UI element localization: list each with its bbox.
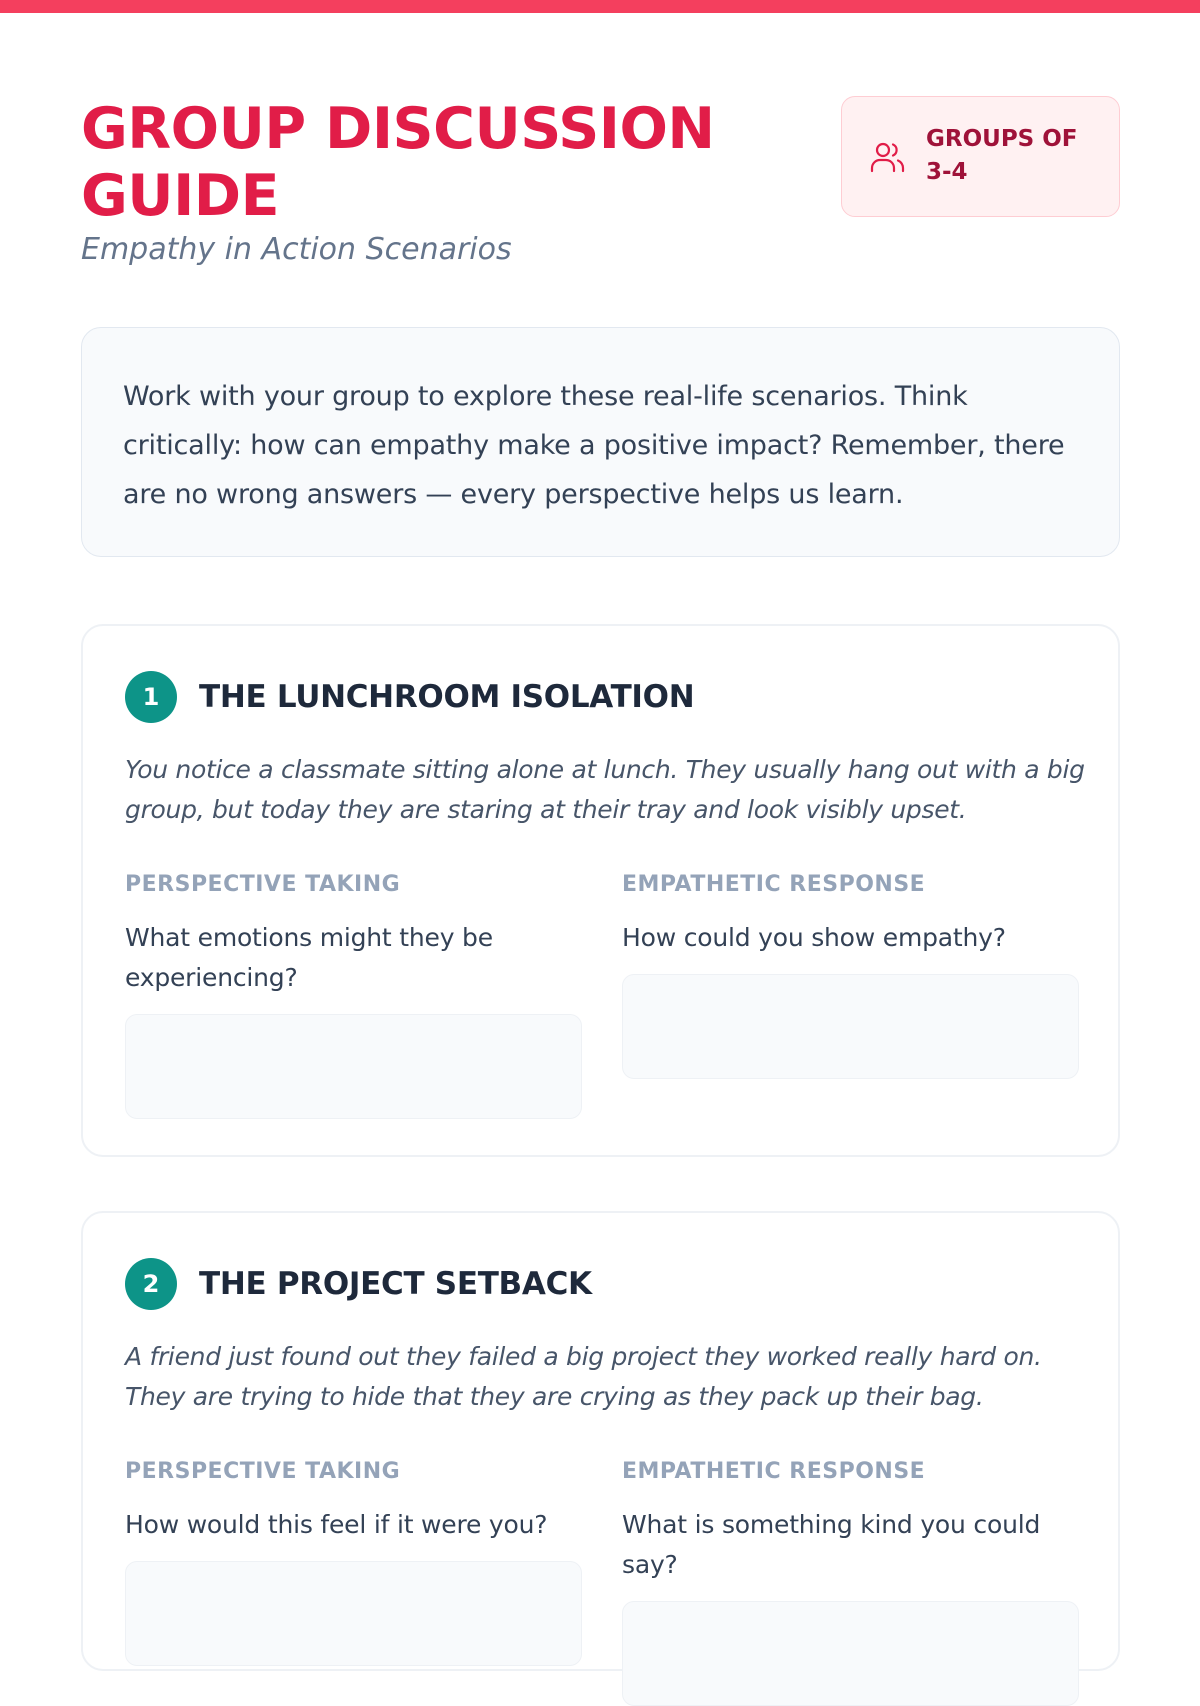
section-question: How would this feel if it were you?: [125, 1510, 548, 1539]
empathetic-response-section: [622, 1457, 1079, 1706]
section-label: PERSPECTIVE TAKING: [125, 1459, 401, 1484]
empathetic-response-section: [622, 870, 1079, 1079]
scenario-title: THE PROJECT SETBACK: [199, 1266, 592, 1302]
scenario-title: THE LUNCHROOM ISOLATION: [199, 679, 695, 715]
answer-box[interactable]: [125, 1014, 582, 1119]
users-icon: [868, 139, 908, 179]
section-question: What is something kind you could say?: [622, 1510, 1041, 1579]
instructions-text: Work with your group to explore these real-life scenarios. Think critically: how can empathy make a positive impact? Remember, there are no wrong answers — every perspective helps us learn.: [123, 381, 1065, 510]
answer-box[interactable]: [622, 974, 1079, 1079]
scenario-number-badge: 2: [125, 1258, 177, 1310]
scenario-description: You notice a classmate sitting alone at lunch. They usually hang out with a big group, but today they are staring at their tray and look visibly upset.: [125, 755, 1085, 824]
scenario-number-badge: 1: [125, 671, 177, 723]
section-question: What emotions might they be experiencing?: [125, 923, 493, 992]
section-question: How could you show empathy?: [622, 923, 1006, 952]
page-title: GROUP DISCUSSION GUIDE: [81, 96, 715, 229]
answer-box[interactable]: [125, 1561, 582, 1666]
section-label: EMPATHETIC RESPONSE: [622, 1459, 926, 1484]
section-label: PERSPECTIVE TAKING: [125, 872, 401, 897]
scenario-card: [81, 624, 1120, 1157]
scenario-card: [81, 1211, 1120, 1671]
page-subtitle: Empathy in Action Scenarios: [81, 232, 512, 267]
section-label: EMPATHETIC RESPONSE: [622, 872, 926, 897]
top-accent-bar: [0, 0, 1200, 13]
group-size-badge: [841, 96, 1120, 217]
perspective-taking-section: [125, 1457, 582, 1666]
perspective-taking-section: [125, 870, 582, 1119]
scenario-description: A friend just found out they failed a big project they worked really hard on. They are trying to hide that they are crying as they pack up their bag.: [125, 1342, 1042, 1411]
instructions-box: [81, 327, 1120, 557]
answer-box[interactable]: [622, 1601, 1079, 1706]
page-header: [81, 96, 1120, 276]
group-size-label: GROUPS OF 3-4: [926, 126, 1078, 185]
